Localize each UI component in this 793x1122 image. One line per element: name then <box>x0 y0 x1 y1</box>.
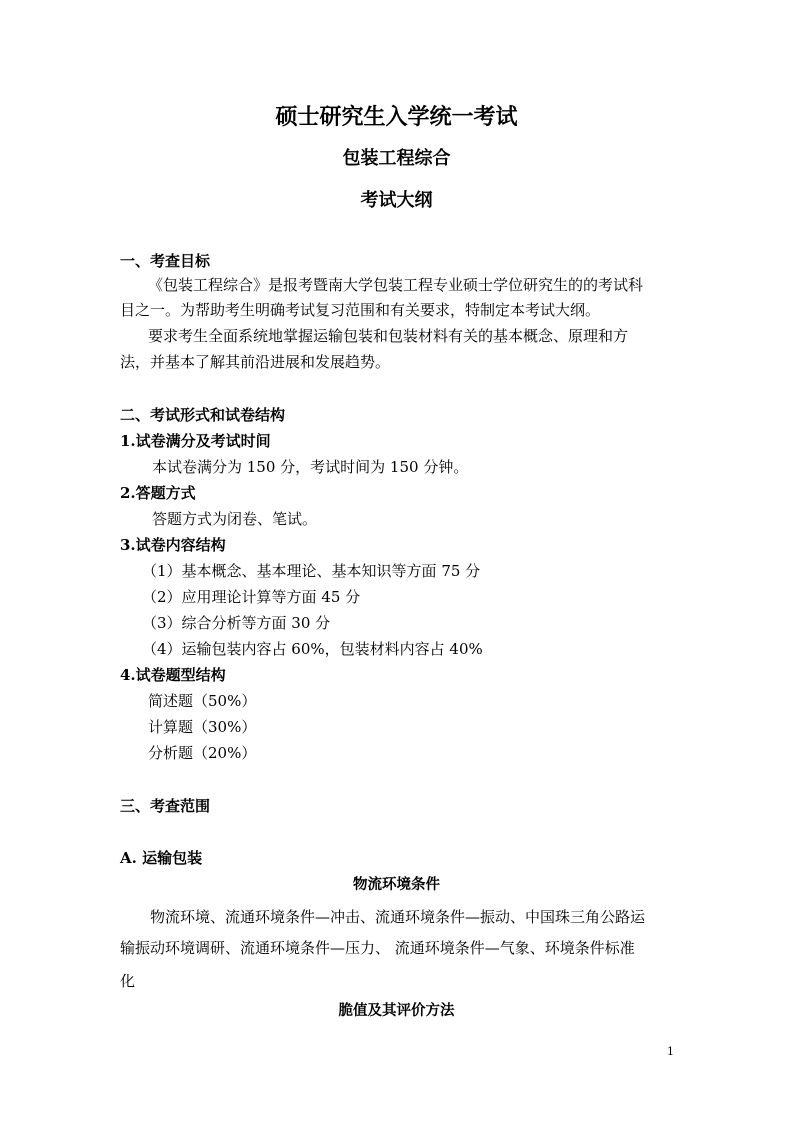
question-type-item: 分析题（20%） <box>148 744 257 762</box>
topic-logistics-environment-heading: 物流环境条件 <box>353 876 440 893</box>
section1-paragraph2-line2: 法，并基本了解其前沿进展和发展趋势。 <box>120 353 391 371</box>
syllabus-title: 考试大纲 <box>360 190 433 211</box>
subsection-question-types-heading: 4.试卷题型结构 <box>120 666 226 684</box>
section1-paragraph2-line1: 要求考生全面系统地掌握运输包装和包装材料有关的基本概念、原理和方 <box>148 327 629 345</box>
subsection-answer-mode-text: 答题方式为闭卷、笔试。 <box>152 510 318 528</box>
subsection-score-time-text: 本试卷满分为 150 分，考试时间为 150 分钟。 <box>152 458 469 476</box>
section2-heading: 二、考试形式和试卷结构 <box>120 406 286 424</box>
topic-fragility-heading: 脆值及其评价方法 <box>338 1002 455 1019</box>
topic-logistics-text-line1: 物流环境、流通环境条件—冲击、流通环境条件—振动、中国珠三角公路运 <box>150 908 646 926</box>
part-a-heading: A. 运输包装 <box>120 849 203 867</box>
subsection-score-time-heading: 1.试卷满分及考试时间 <box>120 432 271 450</box>
question-type-item: 简述题（50%） <box>148 692 257 710</box>
subsection-content-structure-heading: 3.试卷内容结构 <box>120 536 226 554</box>
content-structure-item: （4）运输包装内容占 60%，包装材料内容占 40% <box>142 640 483 658</box>
question-type-item: 计算题（30%） <box>148 718 257 736</box>
content-structure-item: （3）综合分析等方面 30 分 <box>142 614 331 632</box>
content-structure-item: （1）基本概念、基本理论、基本知识等方面 75 分 <box>142 562 481 580</box>
section1-heading: 一、考查目标 <box>120 252 211 270</box>
topic-logistics-text-line3: 化 <box>120 972 136 990</box>
subsection-answer-mode-heading: 2.答题方式 <box>120 484 196 502</box>
subject-title: 包装工程综合 <box>342 148 451 169</box>
section1-paragraph1-line1: 《包装工程综合》是报考暨南大学包装工程专业硕士学位研究生的的考试科 <box>148 276 644 294</box>
section1-paragraph1-line2: 目之一。为帮助考生明确考试复习范围和有关要求，特制定本考试大纲。 <box>120 301 601 319</box>
content-structure-item: （2）应用理论计算等方面 45 分 <box>142 588 361 606</box>
page-number: 1 <box>667 1045 674 1058</box>
topic-logistics-text-line2: 输振动环境调研、流通环境条件—压力、 流通环境条件—气象、环境条件标准 <box>120 939 635 957</box>
document-title: 硕士研究生入学统一考试 <box>275 104 518 130</box>
section3-heading: 三、考查范围 <box>120 797 211 815</box>
